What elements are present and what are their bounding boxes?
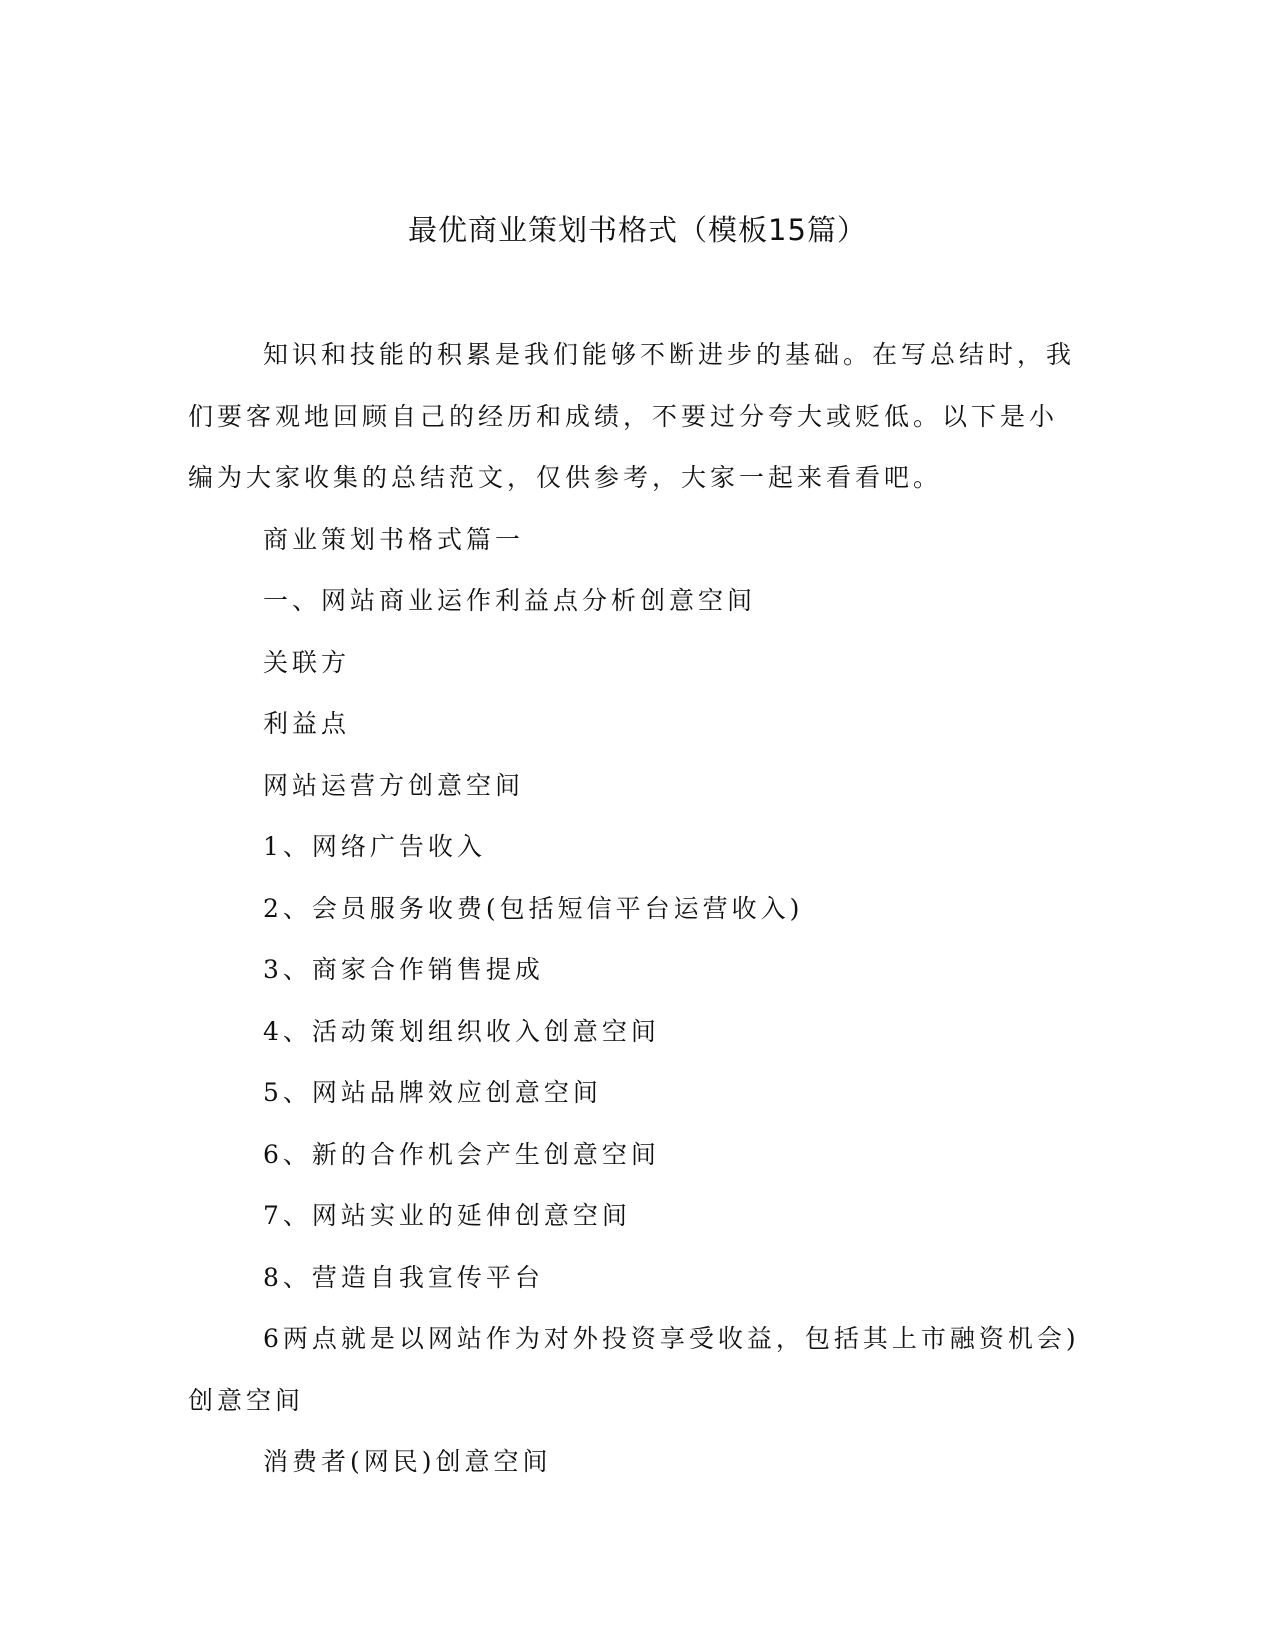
list-item-8: 8、营造自我宣传平台 (263, 1262, 544, 1292)
consumer-heading: 消费者(网民)创意空间 (263, 1447, 552, 1476)
subheading: 一、网站商业运作利益点分析创意空间 (263, 586, 757, 615)
intro-line-1: 知识和技能的积累是我们能够不断进步的基础。在写总结时，我 (263, 340, 1076, 369)
intro-paragraph (188, 324, 1088, 509)
document-body (188, 324, 1088, 1493)
list-item-7: 7、网站实业的延伸创意空间 (263, 1201, 631, 1230)
document-title: 最优商业策划书格式（模板15篇） (408, 213, 867, 247)
list-item-2: 2、会员服务收费(包括短信平台运营收入) (263, 893, 804, 923)
note-line-2: 创意空间 (188, 1385, 305, 1415)
list-item-4: 4、活动策划组织收入创意空间 (263, 1016, 660, 1046)
note-paragraph (188, 1308, 1088, 1431)
list-item-6: 6、新的合作机会产生创意空间 (263, 1139, 660, 1169)
operator-heading: 网站运营方创意空间 (263, 770, 525, 800)
list-item-1: 1、网络广告收入 (263, 832, 486, 861)
label-related-party: 关联方 (263, 647, 351, 677)
list-item-5: 5、网站品牌效应创意空间 (263, 1078, 602, 1107)
intro-line-3: 编为大家收集的总结范文，仅供参考，大家一起来看看吧。 (188, 463, 943, 492)
note-line-1: 6两点就是以网站作为对外投资享受收益，包括其上市融资机会) (263, 1324, 1080, 1353)
list-item-3: 3、商家合作销售提成 (263, 955, 544, 984)
section-heading: 商业策划书格式篇一 (263, 524, 525, 554)
label-benefit-point: 利益点 (263, 709, 351, 738)
intro-line-2: 们要客观地回顾自己的经历和成绩，不要过分夸大或贬低。以下是小 (188, 401, 1059, 431)
